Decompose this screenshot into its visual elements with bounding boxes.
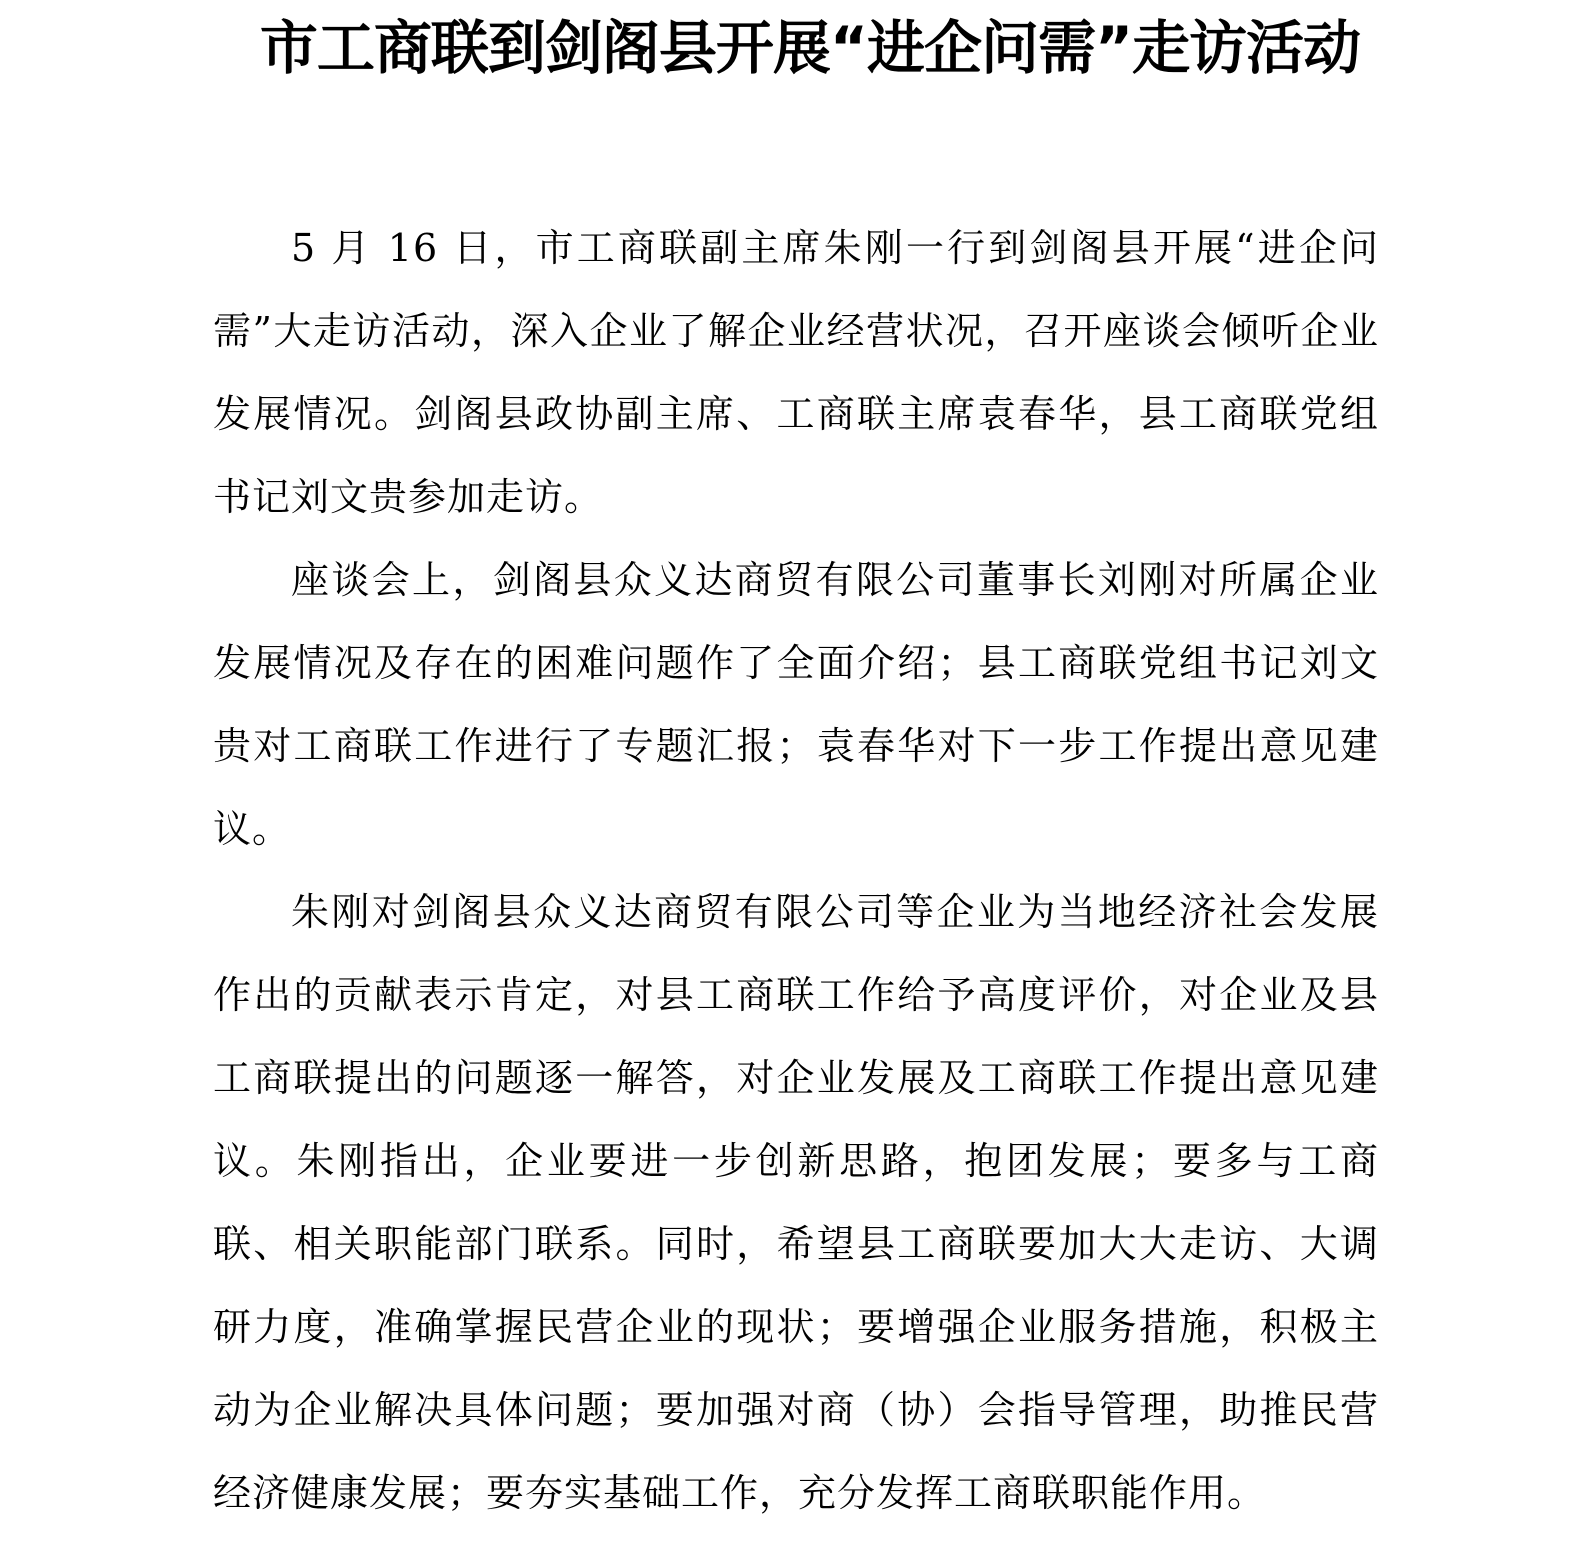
document-body bbox=[213, 207, 1379, 1535]
paragraph-3: 朱刚对剑阁县众义达商贸有限公司等企业为当地经济社会发展作出的贡献表示肯定，对县工商联工作给予高度评价，对企业及县工商联提出的问题逐一解答，对企业发展及工商联工作提出意见建议。朱刚指出，企业要进一步创新思路，抱团发展；要多与工商联、相关职能部门联系。同时，希望县工商联要加大大走访、大调研力度，准确掌握民营企业的现状；要增强企业服务措施，积极主动为企业解决具体问题；要加强对商（协）会指导管理，助推民营经济健康发展；要夯实基础工作，充分发挥工商联职能作用。 bbox=[213, 890, 1379, 1515]
document-title: 市工商联到剑阁县开展“进企问需”走访活动 bbox=[259, 14, 1361, 82]
paragraph-1: 5 月 16 日，市工商联副主席朱刚一行到剑阁县开展“进企问需”大走访活动，深入企业了解企业经营状况，召开座谈会倾听企业发展情况。剑阁县政协副主席、工商联主席袁春华，县工商联党组书记刘文贵参加走访。 bbox=[213, 226, 1379, 519]
paragraph-2: 座谈会上，剑阁县众义达商贸有限公司董事长刘刚对所属企业发展情况及存在的困难问题作了全面介绍；县工商联党组书记刘文贵对工商联工作进行了专题汇报；袁春华对下一步工作提出意见建议。 bbox=[213, 558, 1379, 851]
